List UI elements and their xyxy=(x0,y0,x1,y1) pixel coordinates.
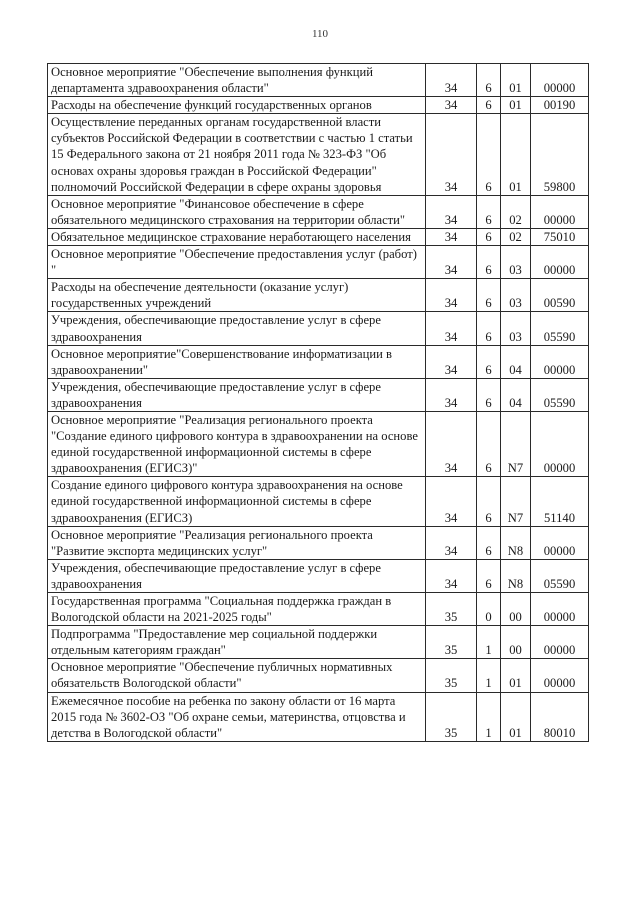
activity-code: 00 xyxy=(501,626,531,659)
direction-code: 75010 xyxy=(531,228,589,245)
program-code: 34 xyxy=(426,559,477,592)
program-code: 35 xyxy=(426,593,477,626)
subprogram-code: 6 xyxy=(477,64,501,97)
program-code: 35 xyxy=(426,659,477,692)
activity-code: 01 xyxy=(501,114,531,195)
activity-code: N8 xyxy=(501,526,531,559)
direction-code: 00000 xyxy=(531,64,589,97)
table-row xyxy=(48,378,589,411)
table-row xyxy=(48,345,589,378)
activity-code: 01 xyxy=(501,659,531,692)
program-code: 34 xyxy=(426,64,477,97)
direction-code: 05590 xyxy=(531,378,589,411)
activity-code: 02 xyxy=(501,228,531,245)
table-row xyxy=(48,312,589,345)
table-row xyxy=(48,626,589,659)
program-code: 34 xyxy=(426,526,477,559)
direction-code: 05590 xyxy=(531,312,589,345)
program-code: 34 xyxy=(426,477,477,526)
activity-code: 01 xyxy=(501,97,531,114)
program-code: 34 xyxy=(426,345,477,378)
direction-code: 59800 xyxy=(531,114,589,195)
expense-name: Учреждения, обеспечивающие предоставление услуг в сфере здравоохранения xyxy=(48,559,426,592)
direction-code: 05590 xyxy=(531,559,589,592)
subprogram-code: 1 xyxy=(477,692,501,741)
table-row xyxy=(48,228,589,245)
direction-code: 00590 xyxy=(531,279,589,312)
expense-name: Государственная программа "Социальная поддержка граждан в Вологодской области на 2021-2025 годы" xyxy=(48,593,426,626)
program-code: 34 xyxy=(426,114,477,195)
activity-code: N7 xyxy=(501,411,531,476)
direction-code: 00000 xyxy=(531,659,589,692)
subprogram-code: 6 xyxy=(477,477,501,526)
expense-name: Создание единого цифрового контура здравоохранения на основе единой государственной информационной системы в сфере здравоохранения (ЕГИСЗ) xyxy=(48,477,426,526)
program-code: 35 xyxy=(426,692,477,741)
table-row xyxy=(48,246,589,279)
expense-name: Расходы на обеспечение функций государственных органов xyxy=(48,97,426,114)
activity-code: 03 xyxy=(501,312,531,345)
subprogram-code: 6 xyxy=(477,97,501,114)
table-row xyxy=(48,64,589,97)
activity-code: 01 xyxy=(501,692,531,741)
activity-code: 00 xyxy=(501,593,531,626)
subprogram-code: 6 xyxy=(477,312,501,345)
program-code: 34 xyxy=(426,246,477,279)
direction-code: 51140 xyxy=(531,477,589,526)
direction-code: 00000 xyxy=(531,195,589,228)
table-row xyxy=(48,279,589,312)
subprogram-code: 6 xyxy=(477,345,501,378)
subprogram-code: 6 xyxy=(477,559,501,592)
expense-name: Основное мероприятие "Обеспечение публичных нормативных обязательств Вологодской области" xyxy=(48,659,426,692)
activity-code: 04 xyxy=(501,378,531,411)
table-row xyxy=(48,659,589,692)
subprogram-code: 6 xyxy=(477,526,501,559)
subprogram-code: 6 xyxy=(477,246,501,279)
direction-code: 00000 xyxy=(531,593,589,626)
subprogram-code: 1 xyxy=(477,659,501,692)
expense-name: Основное мероприятие "Реализация регионального проекта "Развитие экспорта медицинских услуг" xyxy=(48,526,426,559)
table-row xyxy=(48,526,589,559)
activity-code: 02 xyxy=(501,195,531,228)
expense-name: Подпрограмма "Предоставление мер социальной поддержки отдельным категориям граждан" xyxy=(48,626,426,659)
direction-code: 80010 xyxy=(531,692,589,741)
direction-code: 00000 xyxy=(531,246,589,279)
subprogram-code: 6 xyxy=(477,378,501,411)
table-row xyxy=(48,477,589,526)
expense-name: Основное мероприятие"Совершенствование информатизации в здравоохранении" xyxy=(48,345,426,378)
activity-code: 03 xyxy=(501,279,531,312)
expense-name: Основное мероприятие "Финансовое обеспечение в сфере обязательного медицинского страхования на территории области" xyxy=(48,195,426,228)
subprogram-code: 6 xyxy=(477,411,501,476)
table-row xyxy=(48,97,589,114)
expense-name: Расходы на обеспечение деятельности (оказание услуг) государственных учреждений xyxy=(48,279,426,312)
subprogram-code: 6 xyxy=(477,195,501,228)
table-row xyxy=(48,114,589,195)
expense-name: Учреждения, обеспечивающие предоставление услуг в сфере здравоохранения xyxy=(48,378,426,411)
table-row xyxy=(48,195,589,228)
subprogram-code: 6 xyxy=(477,114,501,195)
page-number: 110 xyxy=(311,28,329,40)
expense-name: Ежемесячное пособие на ребенка по закону области от 16 марта 2015 года № 3602-ОЗ "Об охране семьи, материнства, отцовства и детства в Вологодской области" xyxy=(48,692,426,741)
expense-name: Основное мероприятие "Обеспечение предоставления услуг (работ) " xyxy=(48,246,426,279)
direction-code: 00000 xyxy=(531,411,589,476)
budget-classification-table xyxy=(47,63,589,742)
subprogram-code: 0 xyxy=(477,593,501,626)
program-code: 34 xyxy=(426,378,477,411)
table-row xyxy=(48,692,589,741)
program-code: 34 xyxy=(426,97,477,114)
direction-code: 00000 xyxy=(531,345,589,378)
expense-name: Осуществление переданных органам государственной власти субъектов Российской Федерации в соответствии с частью 1 статьи 15 Федерального закона от 21 ноября 2011 года № 323-ФЗ "Об основах охраны здоровья граждан в Российской Федерации" полномочий Российской Федерации в сфере охраны здоровья xyxy=(48,114,426,195)
table-row xyxy=(48,593,589,626)
activity-code: N8 xyxy=(501,559,531,592)
expense-name: Основное мероприятие "Реализация регионального проекта "Создание единого цифрового контура в здравоохранении на основе единой государственной информационной системы в сфере здравоохранения (ЕГИСЗ)" xyxy=(48,411,426,476)
direction-code: 00190 xyxy=(531,97,589,114)
program-code: 34 xyxy=(426,195,477,228)
program-code: 35 xyxy=(426,626,477,659)
table-row xyxy=(48,559,589,592)
activity-code: 03 xyxy=(501,246,531,279)
direction-code: 00000 xyxy=(531,626,589,659)
program-code: 34 xyxy=(426,279,477,312)
expense-name: Учреждения, обеспечивающие предоставление услуг в сфере здравоохранения xyxy=(48,312,426,345)
program-code: 34 xyxy=(426,228,477,245)
subprogram-code: 6 xyxy=(477,279,501,312)
activity-code: 01 xyxy=(501,64,531,97)
table-row xyxy=(48,411,589,476)
program-code: 34 xyxy=(426,411,477,476)
subprogram-code: 6 xyxy=(477,228,501,245)
activity-code: N7 xyxy=(501,477,531,526)
expense-name: Основное мероприятие "Обеспечение выполнения функций департамента здравоохранения области" xyxy=(48,64,426,97)
activity-code: 04 xyxy=(501,345,531,378)
direction-code: 00000 xyxy=(531,526,589,559)
program-code: 34 xyxy=(426,312,477,345)
subprogram-code: 1 xyxy=(477,626,501,659)
expense-name: Обязательное медицинское страхование неработающего населения xyxy=(48,228,426,245)
